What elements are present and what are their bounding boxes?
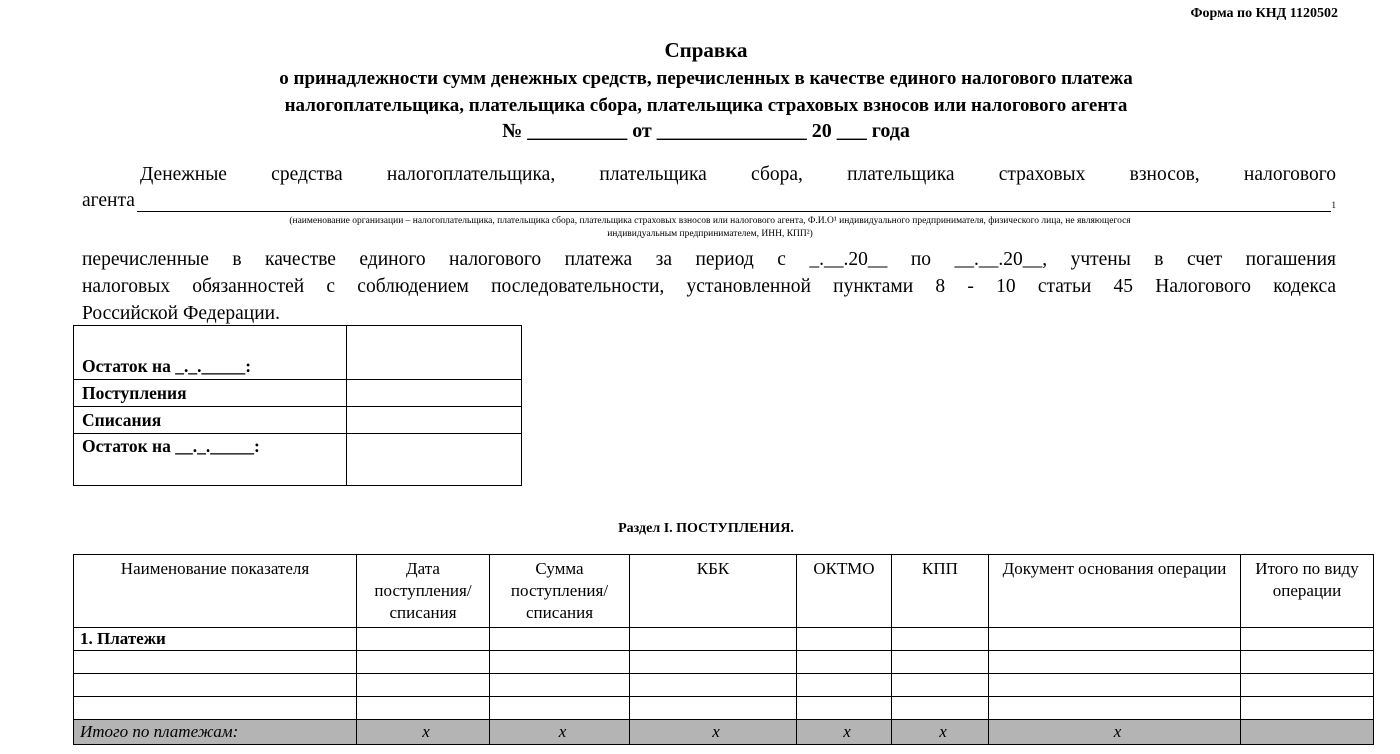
balance-label-receipts: Поступления bbox=[74, 380, 347, 407]
table-row bbox=[74, 697, 1374, 720]
table-cell[interactable] bbox=[357, 651, 490, 674]
col-header-kbk: КБК bbox=[630, 555, 797, 628]
table-cell[interactable] bbox=[1241, 697, 1374, 720]
total-cell-date: x bbox=[357, 720, 490, 745]
balance-value-closing[interactable] bbox=[347, 434, 522, 486]
total-cell-amount: x bbox=[490, 720, 630, 745]
receipts-header-row bbox=[74, 555, 1374, 628]
balance-label-closing: Остаток на __._._____: bbox=[74, 434, 347, 486]
table-cell[interactable] bbox=[490, 697, 630, 720]
agent-note-line1: (наименование организации – налогоплательщика, плательщика сбора, плательщика страховых взносов или налогового агента, Ф.И.О¹ индивидуального предпринимателя, физического лица, не являющегося bbox=[289, 216, 1131, 226]
document-subtitle-line2: налогоплательщика, плательщика сбора, плательщика страховых взносов или налогового агента bbox=[284, 95, 1128, 116]
table-cell[interactable] bbox=[630, 651, 797, 674]
table-cell[interactable] bbox=[797, 697, 892, 720]
table-cell[interactable] bbox=[989, 674, 1241, 697]
document-title: Справка bbox=[664, 38, 748, 62]
table-cell[interactable] bbox=[892, 697, 989, 720]
table-cell[interactable] bbox=[989, 697, 1241, 720]
table-cell[interactable] bbox=[357, 628, 490, 651]
col-header-oktmo: ОКТМО bbox=[797, 555, 892, 628]
col-header-document: Документ основания операции bbox=[989, 555, 1241, 628]
document-number-line: № __________ от _______________ 20 ___ года bbox=[502, 120, 910, 142]
paragraph-period-line3: Российской Федерации. bbox=[82, 303, 280, 324]
paragraph-period-line1: перечисленные в качестве единого налогового платежа за период с _.__.20__ по __.__.20__, учтены в счет погашения bbox=[82, 249, 1336, 270]
section-title: Раздел I. ПОСТУПЛЕНИЯ. bbox=[618, 521, 794, 536]
table-cell[interactable] bbox=[1241, 674, 1374, 697]
col-header-date: Дата поступления/ списания bbox=[357, 555, 490, 628]
balance-value-opening[interactable] bbox=[347, 326, 522, 380]
table-cell[interactable] bbox=[630, 628, 797, 651]
balance-label-writeoffs: Списания bbox=[74, 407, 347, 434]
table-cell[interactable] bbox=[797, 628, 892, 651]
total-cell-kbk: x bbox=[630, 720, 797, 745]
table-cell[interactable] bbox=[797, 651, 892, 674]
col-header-kpp: КПП bbox=[892, 555, 989, 628]
table-cell[interactable] bbox=[892, 674, 989, 697]
table-cell[interactable] bbox=[74, 697, 357, 720]
table-cell[interactable] bbox=[892, 628, 989, 651]
table-cell[interactable] bbox=[630, 697, 797, 720]
table-cell[interactable] bbox=[357, 697, 490, 720]
table-cell[interactable] bbox=[989, 628, 1241, 651]
receipts-table bbox=[73, 554, 1374, 745]
total-cell-oktmo: x bbox=[797, 720, 892, 745]
col-header-total: Итого по виду операции bbox=[1241, 555, 1374, 628]
col-header-amount: Сумма поступления/ списания bbox=[490, 555, 630, 628]
table-cell[interactable] bbox=[74, 674, 357, 697]
table-row bbox=[74, 628, 1374, 651]
table-cell[interactable] bbox=[892, 651, 989, 674]
document-subtitle-line1: о принадлежности сумм денежных средств, перечисленных в качестве единого налогового платежа bbox=[279, 68, 1133, 89]
table-cell[interactable] bbox=[74, 651, 357, 674]
paragraph-intro: Денежные средства налогоплательщика, плательщика сбора, плательщика страховых взносов, налогового bbox=[140, 164, 1336, 185]
table-cell[interactable] bbox=[357, 674, 490, 697]
group-label-payments: 1. Платежи bbox=[74, 628, 357, 651]
table-cell[interactable] bbox=[989, 651, 1241, 674]
balance-table bbox=[73, 325, 522, 486]
total-row bbox=[74, 720, 1374, 745]
total-cell-kpp: x bbox=[892, 720, 989, 745]
total-cell-document: x bbox=[989, 720, 1241, 745]
agent-footnote-mark: 1 bbox=[1331, 200, 1336, 210]
form-code: Форма по КНД 1120502 bbox=[1190, 6, 1338, 21]
total-cell-total[interactable] bbox=[1241, 720, 1374, 745]
agent-word: агента bbox=[82, 190, 135, 211]
agent-note bbox=[100, 215, 1320, 241]
table-cell[interactable] bbox=[797, 674, 892, 697]
paragraph-period bbox=[82, 246, 1336, 327]
balance-label-opening: Остаток на _._._____: bbox=[74, 326, 347, 380]
table-cell[interactable] bbox=[630, 674, 797, 697]
balance-value-receipts[interactable] bbox=[347, 380, 522, 407]
agent-line bbox=[82, 190, 1336, 212]
col-header-indicator: Наименование показателя bbox=[74, 555, 357, 628]
table-row bbox=[74, 651, 1374, 674]
total-label: Итого по платежам: bbox=[74, 720, 357, 745]
table-cell[interactable] bbox=[1241, 651, 1374, 674]
table-cell[interactable] bbox=[490, 651, 630, 674]
table-cell[interactable] bbox=[1241, 628, 1374, 651]
agent-note-line2: индивидуальным предпринимателем, ИНН, КПП²) bbox=[607, 229, 813, 239]
balance-value-writeoffs[interactable] bbox=[347, 407, 522, 434]
paragraph-period-line2: налоговых обязанностей с соблюдением последовательности, установленной пунктами 8 - 10 статьи 45 Налогового кодекса bbox=[82, 276, 1336, 297]
table-cell[interactable] bbox=[490, 628, 630, 651]
table-row bbox=[74, 674, 1374, 697]
table-cell[interactable] bbox=[490, 674, 630, 697]
agent-fill-line[interactable] bbox=[137, 193, 1331, 212]
